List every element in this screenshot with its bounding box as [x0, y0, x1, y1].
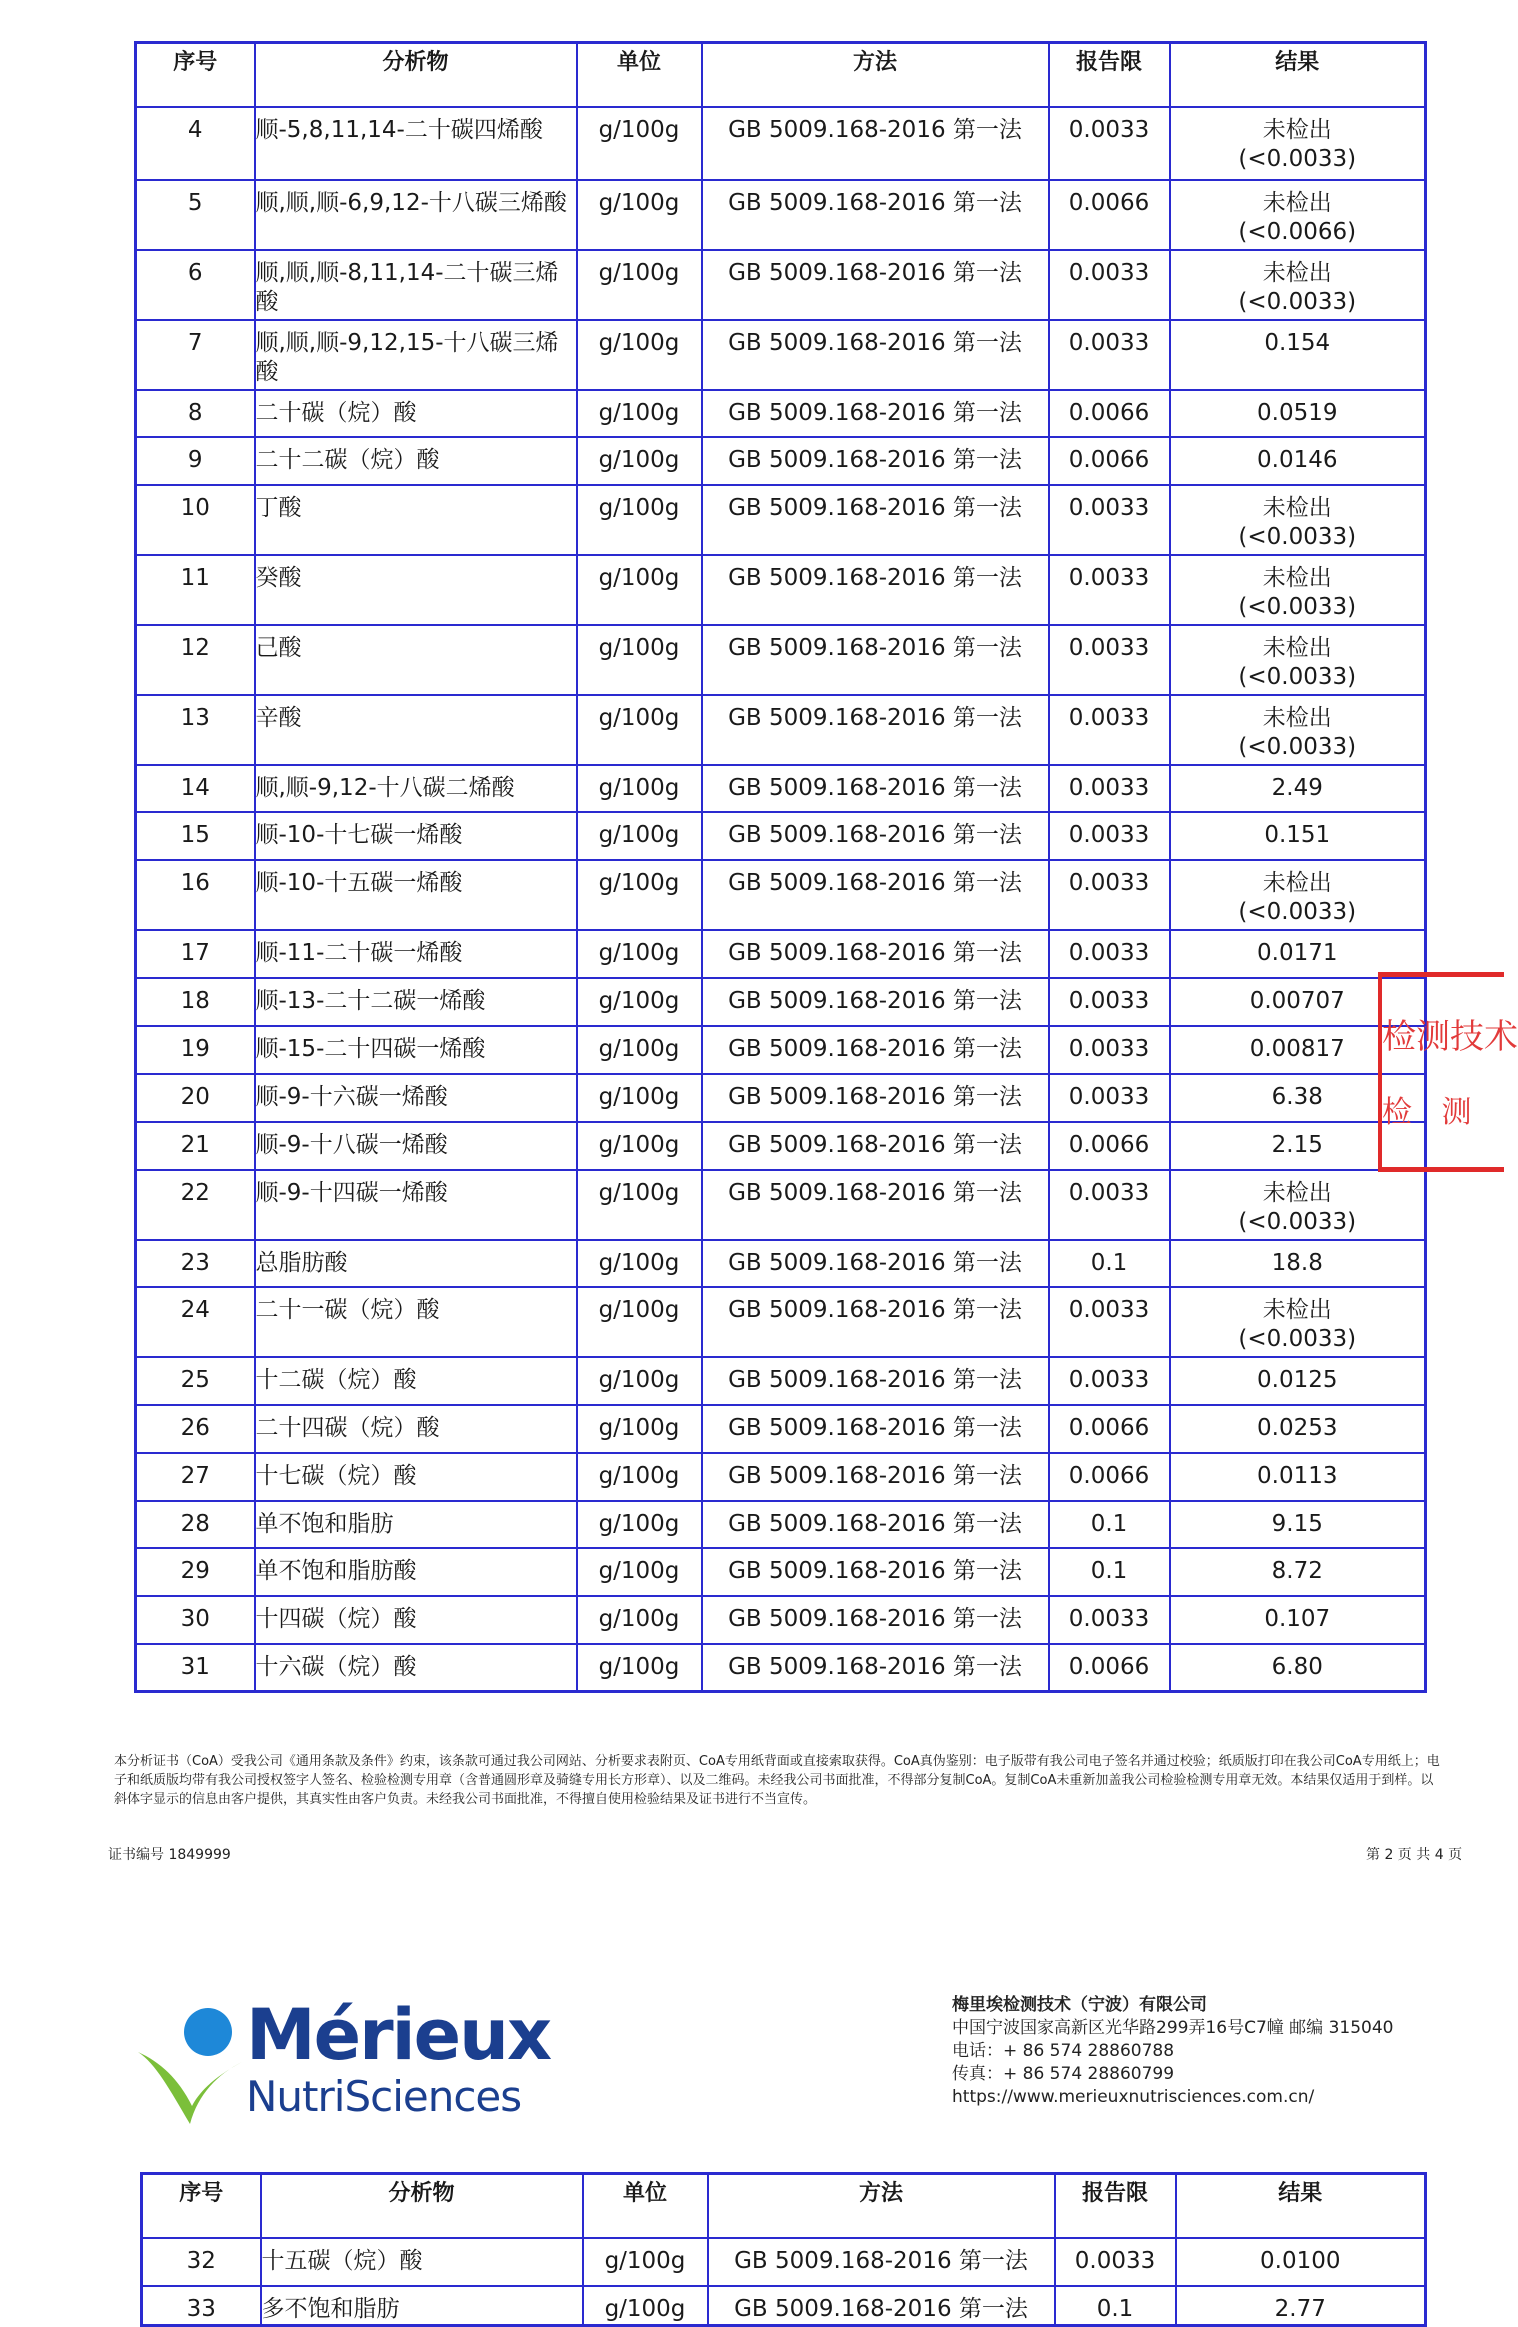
analyte-name: 总脂肪酸	[255, 1240, 577, 1287]
analyte-name: 十四碳（烷）酸	[255, 1596, 577, 1644]
method-cell: GB 5009.168-2016 第一法	[702, 180, 1049, 250]
method-cell: GB 5009.168-2016 第一法	[702, 1026, 1049, 1074]
analyte-name: 十六碳（烷）酸	[255, 1644, 577, 1692]
limit-cell: 0.0033	[1055, 2238, 1176, 2286]
company-name: 梅里埃检测技术（宁波）有限公司	[952, 1995, 1207, 2015]
result-cell: 未检出 (<0.0033)	[1170, 485, 1426, 555]
limit-cell: 0.0033	[1049, 485, 1170, 555]
row-number: 19	[136, 1026, 255, 1074]
analyte-name: 十二碳（烷）酸	[255, 1357, 577, 1405]
limit-cell: 0.0033	[1049, 107, 1170, 180]
row-number: 10	[136, 485, 255, 555]
method-cell: GB 5009.168-2016 第一法	[702, 1240, 1049, 1287]
result-cell: 0.00817	[1170, 1026, 1426, 1074]
row-number: 20	[136, 1074, 255, 1122]
header-unit: 单位	[577, 43, 702, 107]
logo-mark-icon	[134, 1990, 254, 2126]
result-cell: 9.15	[1170, 1501, 1426, 1548]
table-row	[136, 180, 1426, 250]
limit-cell: 0.0033	[1049, 1287, 1170, 1357]
analyte-name: 单不饱和脂肪酸	[255, 1548, 577, 1596]
table-row	[136, 1170, 1426, 1240]
result-cell: 0.0125	[1170, 1357, 1426, 1405]
row-number: 27	[136, 1453, 255, 1501]
analyte-name: 辛酸	[255, 695, 577, 765]
row-number: 12	[136, 625, 255, 695]
analyte-name: 二十四碳（烷）酸	[255, 1405, 577, 1453]
result-cell: 未检出 (<0.0033)	[1170, 695, 1426, 765]
limit-cell: 0.0033	[1049, 250, 1170, 320]
certificate-number: 证书编号 1849999	[108, 1847, 231, 1863]
limit-cell: 0.0033	[1049, 765, 1170, 812]
method-cell: GB 5009.168-2016 第一法	[702, 860, 1049, 930]
disclaimer-note: 本分析证书（CoA）受我公司《通用条款及条件》约束，该条款可通过我公司网站、分析要求表附页、CoA专用纸背面或直接索取获得。CoA真伪鉴别：电子版带有我公司电子签名并通过校验；纸质版打印在我公司CoA专用纸上；电子和纸质版均带有我公司授权签字人签名、检验检测专用章（含普通圆形章及骑缝专用长方形章）、以及二维码。未经我公司书面批准，不得部分复制CoA。复制CoA未重新加盖我公司检验检测专用章无效。本结果仅适用于到样。以斜体字显示的信息由客户提供，其真实性由客户负责。未经我公司书面批准，不得擅自使用检验结果及证书进行不当宣传。	[114, 1754, 1440, 1807]
logo-brand-text: Mérieux	[246, 1994, 551, 2076]
method-cell: GB 5009.168-2016 第一法	[702, 1405, 1049, 1453]
row-number: 23	[136, 1240, 255, 1287]
unit-cell: g/100g	[577, 1453, 702, 1501]
unit-cell: g/100g	[577, 860, 702, 930]
website-link[interactable]: https://www.merieuxnutrisciences.com.cn/	[952, 2087, 1315, 2107]
analyte-name: 多不饱和脂肪	[261, 2286, 583, 2326]
limit-cell: 0.0033	[1049, 320, 1170, 390]
table-row	[136, 1644, 1426, 1692]
row-number: 30	[136, 1596, 255, 1644]
limit-cell: 0.0033	[1049, 1026, 1170, 1074]
row-number: 26	[136, 1405, 255, 1453]
unit-cell: g/100g	[577, 1122, 702, 1170]
result-cell: 未检出 (<0.0033)	[1170, 625, 1426, 695]
result-cell: 未检出 (<0.0033)	[1170, 107, 1426, 180]
method-cell: GB 5009.168-2016 第一法	[702, 437, 1049, 485]
table-row	[136, 555, 1426, 625]
unit-cell: g/100g	[577, 695, 702, 765]
unit-cell: g/100g	[577, 180, 702, 250]
limit-cell: 0.0033	[1049, 860, 1170, 930]
table-row	[136, 1074, 1426, 1122]
unit-cell: g/100g	[577, 555, 702, 625]
header-analyte: 分析物	[255, 43, 577, 107]
table-row	[136, 485, 1426, 555]
table-row	[136, 930, 1426, 978]
unit-cell: g/100g	[577, 250, 702, 320]
limit-cell: 0.0033	[1049, 555, 1170, 625]
red-seal-stamp	[1378, 972, 1518, 1172]
row-number: 8	[136, 390, 255, 437]
table-row	[142, 2286, 1426, 2326]
method-cell: GB 5009.168-2016 第一法	[702, 1596, 1049, 1644]
method-cell: GB 5009.168-2016 第一法	[702, 1501, 1049, 1548]
limit-cell: 0.0066	[1049, 1405, 1170, 1453]
table-row	[136, 765, 1426, 812]
analyte-name: 顺-9-十六碳一烯酸	[255, 1074, 577, 1122]
limit-cell: 0.1	[1049, 1501, 1170, 1548]
row-number: 32	[142, 2238, 261, 2286]
limit-cell: 0.0033	[1049, 812, 1170, 860]
table-row	[136, 1026, 1426, 1074]
row-number: 5	[136, 180, 255, 250]
company-logo	[134, 1990, 551, 2126]
table-header-row	[136, 43, 1426, 107]
row-number: 7	[136, 320, 255, 390]
analyte-name: 顺-10-十五碳一烯酸	[255, 860, 577, 930]
method-cell: GB 5009.168-2016 第一法	[702, 555, 1049, 625]
limit-cell: 0.0033	[1049, 1074, 1170, 1122]
method-cell: GB 5009.168-2016 第一法	[702, 1074, 1049, 1122]
method-cell: GB 5009.168-2016 第一法	[702, 695, 1049, 765]
row-number: 6	[136, 250, 255, 320]
phone-line: 电话：+ 86 574 28860788	[952, 2041, 1175, 2061]
header-limit: 报告限	[1049, 43, 1170, 107]
limit-cell: 0.0033	[1049, 978, 1170, 1026]
header-analyte: 分析物	[261, 2174, 583, 2238]
stamp-text-2: 检 测	[1382, 1095, 1482, 1130]
analyte-name: 顺-11-二十碳一烯酸	[255, 930, 577, 978]
row-number: 4	[136, 107, 255, 180]
result-cell: 0.107	[1170, 1596, 1426, 1644]
unit-cell: g/100g	[577, 390, 702, 437]
analyte-name: 顺,顺,顺-8,11,14-二十碳三烯酸	[255, 250, 577, 320]
limit-cell: 0.0066	[1049, 390, 1170, 437]
analyte-name: 顺-13-二十二碳一烯酸	[255, 978, 577, 1026]
method-cell: GB 5009.168-2016 第一法	[702, 390, 1049, 437]
row-number: 17	[136, 930, 255, 978]
row-number: 9	[136, 437, 255, 485]
table-row	[136, 1501, 1426, 1548]
result-cell: 未检出 (<0.0033)	[1170, 1287, 1426, 1357]
row-number: 24	[136, 1287, 255, 1357]
method-cell: GB 5009.168-2016 第一法	[702, 1170, 1049, 1240]
unit-cell: g/100g	[577, 765, 702, 812]
logo-sub-text: NutriSciences	[246, 2072, 522, 2121]
limit-cell: 0.0033	[1049, 930, 1170, 978]
row-number: 21	[136, 1122, 255, 1170]
result-cell: 未检出 (<0.0033)	[1170, 1170, 1426, 1240]
method-cell: GB 5009.168-2016 第一法	[702, 107, 1049, 180]
analyte-name: 己酸	[255, 625, 577, 695]
table-row	[136, 1122, 1426, 1170]
stamp-text-1: 检测技术	[1382, 1017, 1518, 1057]
row-number: 33	[142, 2286, 261, 2326]
method-cell: GB 5009.168-2016 第一法	[702, 1122, 1049, 1170]
results-table	[134, 41, 1427, 1693]
unit-cell: g/100g	[583, 2286, 708, 2326]
page-number: 第 2 页 共 4 页	[1366, 1847, 1463, 1863]
table-row	[136, 1548, 1426, 1596]
row-number: 31	[136, 1644, 255, 1692]
limit-cell: 0.1	[1049, 1548, 1170, 1596]
unit-cell: g/100g	[577, 978, 702, 1026]
method-cell: GB 5009.168-2016 第一法	[708, 2286, 1055, 2326]
table-row	[136, 1240, 1426, 1287]
unit-cell: g/100g	[577, 1405, 702, 1453]
unit-cell: g/100g	[577, 1074, 702, 1122]
unit-cell: g/100g	[577, 1501, 702, 1548]
result-cell: 0.0100	[1176, 2238, 1426, 2286]
unit-cell: g/100g	[577, 1287, 702, 1357]
analyte-name: 二十一碳（烷）酸	[255, 1287, 577, 1357]
row-number: 22	[136, 1170, 255, 1240]
unit-cell: g/100g	[577, 107, 702, 180]
table-row	[136, 250, 1426, 320]
method-cell: GB 5009.168-2016 第一法	[702, 485, 1049, 555]
limit-cell: 0.0066	[1049, 1453, 1170, 1501]
unit-cell: g/100g	[577, 320, 702, 390]
unit-cell: g/100g	[577, 812, 702, 860]
fax-line: 传真：+ 86 574 28860799	[952, 2064, 1175, 2084]
header-method: 方法	[702, 43, 1049, 107]
unit-cell: g/100g	[577, 1170, 702, 1240]
limit-cell: 0.0033	[1049, 1596, 1170, 1644]
table-row	[136, 1357, 1426, 1405]
analyte-name: 顺-5,8,11,14-二十碳四烯酸	[255, 107, 577, 180]
result-cell: 2.15	[1170, 1122, 1426, 1170]
result-cell: 未检出 (<0.0033)	[1170, 250, 1426, 320]
limit-cell: 0.0033	[1049, 1170, 1170, 1240]
result-cell: 0.0253	[1170, 1405, 1426, 1453]
result-cell: 未检出 (<0.0033)	[1170, 860, 1426, 930]
unit-cell: g/100g	[577, 930, 702, 978]
table-row	[142, 2238, 1426, 2286]
table-row	[136, 978, 1426, 1026]
analyte-name: 顺-9-十八碳一烯酸	[255, 1122, 577, 1170]
analyte-name: 单不饱和脂肪	[255, 1501, 577, 1548]
result-cell: 0.154	[1170, 320, 1426, 390]
method-cell: GB 5009.168-2016 第一法	[702, 930, 1049, 978]
analyte-name: 十七碳（烷）酸	[255, 1453, 577, 1501]
table-row	[136, 390, 1426, 437]
result-cell: 0.0146	[1170, 437, 1426, 485]
table-row	[136, 860, 1426, 930]
row-number: 16	[136, 860, 255, 930]
limit-cell: 0.0066	[1049, 180, 1170, 250]
table-row	[136, 1287, 1426, 1357]
table-row	[136, 695, 1426, 765]
limit-cell: 0.1	[1055, 2286, 1176, 2326]
analyte-name: 癸酸	[255, 555, 577, 625]
table-row	[136, 1596, 1426, 1644]
unit-cell: g/100g	[577, 1644, 702, 1692]
result-cell: 未检出 (<0.0066)	[1170, 180, 1426, 250]
method-cell: GB 5009.168-2016 第一法	[702, 1357, 1049, 1405]
unit-cell: g/100g	[577, 1357, 702, 1405]
result-cell: 6.80	[1170, 1644, 1426, 1692]
method-cell: GB 5009.168-2016 第一法	[702, 978, 1049, 1026]
analyte-name: 顺,顺,顺-9,12,15-十八碳三烯酸	[255, 320, 577, 390]
method-cell: GB 5009.168-2016 第一法	[702, 765, 1049, 812]
analyte-name: 顺,顺,顺-6,9,12-十八碳三烯酸	[255, 180, 577, 250]
result-cell: 18.8	[1170, 1240, 1426, 1287]
row-number: 13	[136, 695, 255, 765]
result-cell: 0.00707	[1170, 978, 1426, 1026]
unit-cell: g/100g	[577, 1548, 702, 1596]
analyte-name: 十五碳（烷）酸	[261, 2238, 583, 2286]
header-result: 结果	[1170, 43, 1426, 107]
analyte-name: 顺-10-十七碳一烯酸	[255, 812, 577, 860]
table-row	[136, 812, 1426, 860]
analyte-name: 丁酸	[255, 485, 577, 555]
method-cell: GB 5009.168-2016 第一法	[702, 625, 1049, 695]
method-cell: GB 5009.168-2016 第一法	[702, 320, 1049, 390]
result-cell: 0.0519	[1170, 390, 1426, 437]
limit-cell: 0.0033	[1049, 695, 1170, 765]
result-cell: 2.49	[1170, 765, 1426, 812]
method-cell: GB 5009.168-2016 第一法	[702, 1287, 1049, 1357]
company-address-block	[952, 1994, 1472, 2109]
table-row	[136, 1405, 1426, 1453]
analyte-name: 二十碳（烷）酸	[255, 390, 577, 437]
header-limit: 报告限	[1055, 2174, 1176, 2238]
analyte-name: 顺-15-二十四碳一烯酸	[255, 1026, 577, 1074]
row-number: 14	[136, 765, 255, 812]
analyte-name: 顺,顺-9,12-十八碳二烯酸	[255, 765, 577, 812]
result-cell: 6.38	[1170, 1074, 1426, 1122]
limit-cell: 0.1	[1049, 1240, 1170, 1287]
row-number: 18	[136, 978, 255, 1026]
limit-cell: 0.0066	[1049, 1644, 1170, 1692]
table-row	[136, 1453, 1426, 1501]
row-number: 11	[136, 555, 255, 625]
row-number: 29	[136, 1548, 255, 1596]
result-cell: 8.72	[1170, 1548, 1426, 1596]
method-cell: GB 5009.168-2016 第一法	[702, 250, 1049, 320]
unit-cell: g/100g	[577, 1240, 702, 1287]
limit-cell: 0.0033	[1049, 625, 1170, 695]
table-row	[136, 625, 1426, 695]
method-cell: GB 5009.168-2016 第一法	[708, 2238, 1055, 2286]
header-unit: 单位	[583, 2174, 708, 2238]
unit-cell: g/100g	[577, 485, 702, 555]
limit-cell: 0.0066	[1049, 1122, 1170, 1170]
analyte-name: 二十二碳（烷）酸	[255, 437, 577, 485]
result-cell: 0.151	[1170, 812, 1426, 860]
limit-cell: 0.0066	[1049, 437, 1170, 485]
limit-cell: 0.0033	[1049, 1357, 1170, 1405]
header-result: 结果	[1176, 2174, 1426, 2238]
row-number: 28	[136, 1501, 255, 1548]
unit-cell: g/100g	[577, 1596, 702, 1644]
result-cell: 0.0171	[1170, 930, 1426, 978]
method-cell: GB 5009.168-2016 第一法	[702, 812, 1049, 860]
result-cell: 未检出 (<0.0033)	[1170, 555, 1426, 625]
unit-cell: g/100g	[577, 1026, 702, 1074]
results-table-page3	[140, 2172, 1427, 2327]
method-cell: GB 5009.168-2016 第一法	[702, 1644, 1049, 1692]
unit-cell: g/100g	[577, 625, 702, 695]
table-row	[136, 437, 1426, 485]
table-row	[136, 107, 1426, 180]
header-no: 序号	[136, 43, 255, 107]
analyte-name: 顺-9-十四碳一烯酸	[255, 1170, 577, 1240]
table-row	[136, 320, 1426, 390]
address-line: 中国宁波国家高新区光华路299弄16号C7幢 邮编 315040	[952, 2018, 1394, 2038]
table-header-row	[142, 2174, 1426, 2238]
result-cell: 0.0113	[1170, 1453, 1426, 1501]
header-method: 方法	[708, 2174, 1055, 2238]
method-cell: GB 5009.168-2016 第一法	[702, 1453, 1049, 1501]
row-number: 25	[136, 1357, 255, 1405]
method-cell: GB 5009.168-2016 第一法	[702, 1548, 1049, 1596]
result-cell: 2.77	[1176, 2286, 1426, 2326]
row-number: 15	[136, 812, 255, 860]
header-no: 序号	[142, 2174, 261, 2238]
unit-cell: g/100g	[577, 437, 702, 485]
unit-cell: g/100g	[583, 2238, 708, 2286]
